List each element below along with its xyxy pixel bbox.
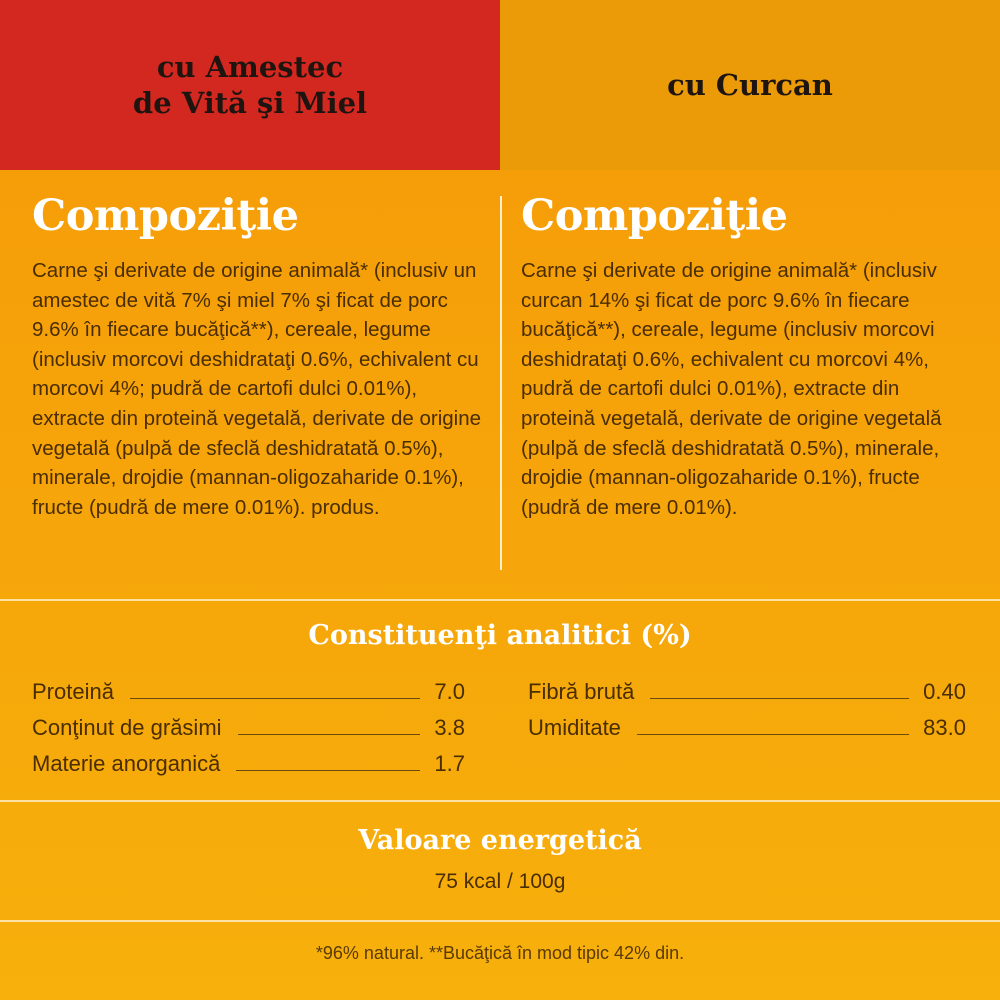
tab-beef-lamb[interactable] — [0, 0, 500, 170]
composition-turkey — [521, 190, 971, 522]
nutrient-label: Proteină — [32, 679, 114, 704]
section-divider — [0, 800, 1000, 802]
section-divider — [0, 599, 1000, 601]
section-divider — [0, 920, 1000, 922]
footnote: *96% natural. **Bucăţică în mod tipic 42% din. — [315, 943, 685, 963]
nutrient-label: Umiditate — [528, 715, 621, 740]
nutrient-value: 3.8 — [434, 715, 465, 740]
nutrient-row-moisture — [528, 711, 966, 741]
nutrient-label: Fibră brută — [528, 679, 635, 704]
nutrient-value: 83.0 — [923, 715, 966, 740]
nutrient-row-protein — [32, 675, 465, 705]
composition-text: Carne şi derivate de origine animală* (inclusiv un amestec de vită 7% şi miel 7% şi ficat de porc 9.6% în fiecare bucăţică**), cereale, legume (inclusiv morcovi deshidrataţi 0.6%, echivalent cu morcovi 4%; pudră de cartofi dulci 0.01%), extracte din proteină vegetală, derivate de origine vegetală (pulpă de sfeclă deshidratată 0.5%), minerale, drojdie (mannan-oligozaharide 0.1%), fructe (pudră de mere 0.01%). produs. — [32, 259, 482, 519]
composition-text: Carne şi derivate de origine animală* (inclusiv curcan 14% şi ficat de porc 9.6% în fiecare bucăţică**), cereale, legume (inclusiv morcovi deshidrataţi 0.6%, echivalent cu morcovi 4%, pudră de cartofi dulci 0.01%), extracte din proteină vegetală, derivate de origine vegetală (pulpă de sfeclă deshidratată 0.5%), minerale, drojdie (mannan-oligozaharide 0.1%), fructe (pudră de mere 0.01%). — [521, 259, 942, 519]
leader-line — [650, 698, 909, 699]
leader-line — [238, 734, 421, 735]
nutrient-row-fibre — [528, 675, 966, 705]
analytical-title: Constituenţi analitici (%) — [308, 620, 692, 651]
column-divider — [500, 196, 502, 570]
energy-title: Valoare energetică — [358, 825, 642, 856]
leader-line — [130, 698, 420, 699]
tab-beef-lamb-title: cu Amestec de Vită şi Miel — [132, 50, 368, 120]
nutrient-row-fat — [32, 711, 465, 741]
energy-value: 75 kcal / 100g — [434, 870, 566, 893]
nutrient-value: 1.7 — [434, 751, 465, 776]
leader-line — [637, 734, 909, 735]
tab-turkey[interactable] — [500, 0, 1000, 170]
nutrient-value: 7.0 — [434, 679, 465, 704]
nutrient-label: Materie anorganică — [32, 751, 221, 776]
nutrient-value: 0.40 — [923, 679, 966, 704]
nutrient-row-ash — [32, 747, 465, 777]
nutrient-label: Conţinut de grăsimi — [32, 715, 222, 740]
composition-title: Compoziţie — [521, 191, 788, 241]
composition-beef-lamb — [32, 190, 482, 522]
composition-title: Compoziţie — [32, 191, 299, 241]
tab-turkey-title: cu Curcan — [667, 68, 833, 102]
variant-tabs — [0, 0, 1000, 170]
leader-line — [236, 770, 420, 771]
